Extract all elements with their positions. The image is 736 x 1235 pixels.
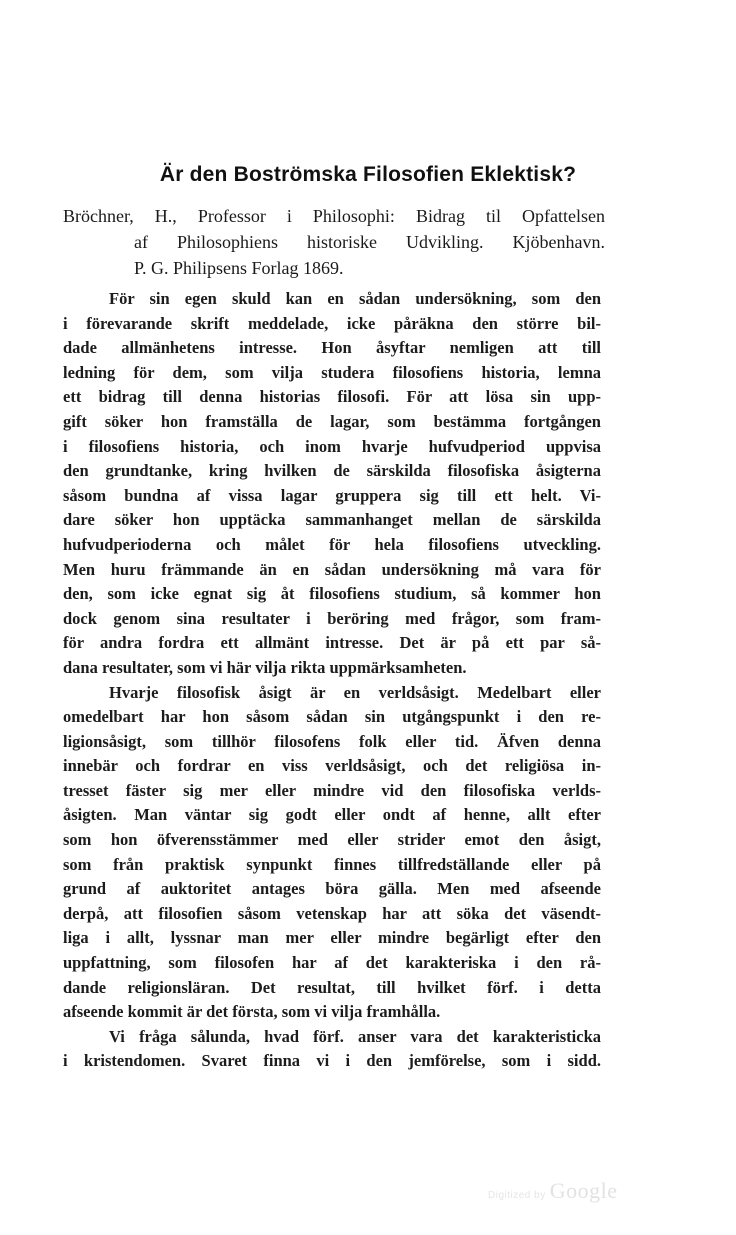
text-line: innebär och fordrar en viss verldsåsigt, och det religiösa in- [63,756,601,776]
text-line: i filosofiens historia, och inom hvarje hufvudperiod uppvisa [63,436,601,456]
text-line: i förevarande skrift meddelade, icke påräkna den större bil- [63,313,601,333]
text-line: dare söker hon upptäcka sammanhanget mellan de särskilda [63,510,601,530]
reference-line: af Philosophiens historiske Udvikling. Kjöbenhavn. [134,232,605,252]
text-line: dade allmänhetens intresse. Hon åsyftar nemligen att till [63,338,601,358]
text-line: Men huru främmande än en sådan undersökning må vara för [63,559,601,579]
text-line: dock genom sina resultater i beröring med frågor, som fram- [63,608,601,628]
text-line: såsom bundna af vissa lagar gruppera sig till ett helt. Vi- [63,485,601,505]
text-line: dande religionsläran. Det resultat, till hvilket förf. i detta [63,977,601,997]
text-line: ligionsåsigt, som tillhör filosofens folk eller tid. Äfven denna [63,731,601,751]
body-text [63,287,601,1074]
text-line: dana resultater, som vi här vilja rikta uppmärksamheten. [63,657,467,677]
text-line: omedelbart har hon såsom sådan sin utgångspunkt i den re- [63,707,601,727]
text-line: gift söker hon framställa de lagar, som bestämma fortgången [63,411,601,431]
text-line: Hvarje filosofisk åsigt är en verldsåsigt. Medelbart eller [109,682,601,702]
text-line: För sin egen skuld kan en sådan undersökning, som den [109,289,601,308]
text-line: ledning för dem, som vilja studera filosofiens historia, lemna [63,362,601,382]
text-line: afseende kommit är det första, som vi vilja framhålla. [63,1002,441,1022]
text-line: som hon öfverensstämmer med eller strider emot den åsigt, [63,830,601,850]
digitized-watermark [488,1178,617,1204]
text-line: Vi fråga sålunda, hvad förf. anser vara det karakteristicka [109,1026,601,1046]
text-line: derpå, att filosofien såsom vetenskap har att söka det väsendt- [63,903,601,923]
text-line: i kristendomen. Svaret finna vi i den jemförelse, som i sidd. [63,1051,601,1071]
bibliographic-reference [63,203,605,281]
text-line: som från praktisk synpunkt finnes tillfredställande eller på [63,854,601,874]
text-line: åsigten. Man väntar sig godt eller ondt af henne, allt efter [63,805,601,825]
text-line: tresset fäster sig mer eller mindre vid den filosofiska verlds- [63,780,601,800]
text-line: för andra fordra ett allmänt intresse. Det är på ett par så- [63,633,601,653]
watermark-prefix: Digitized by [488,1190,546,1201]
text-line: uppfattning, som filosofen har af det karakteriska i den rå- [63,953,601,973]
text-line: liga i allt, lyssnar man mer eller mindre begärligt efter den [63,928,601,948]
text-line: grund af auktoritet antages böra gälla. Men med afseende [63,879,601,899]
text-line: den, som icke egnat sig åt filosofiens studium, så kommer hon [63,584,601,604]
watermark-brand: Google [549,1178,618,1203]
reference-line: P. G. Philipsens Forlag 1869. [134,258,344,278]
text-line: den grundtanke, kring hvilken de särskilda filosofiska åsigterna [63,461,601,481]
reference-line: Bröchner, H., Professor i Philosophi: Bidrag til Opfattelsen [63,206,605,226]
article-title: Är den Boströmska Filosofien Eklektisk? [159,163,577,186]
text-line: hufvudperioderna och målet för hela filosofiens utveckling. [63,534,601,554]
text-line: ett bidrag till denna historias filosofi. För att lösa sin upp- [63,387,601,407]
